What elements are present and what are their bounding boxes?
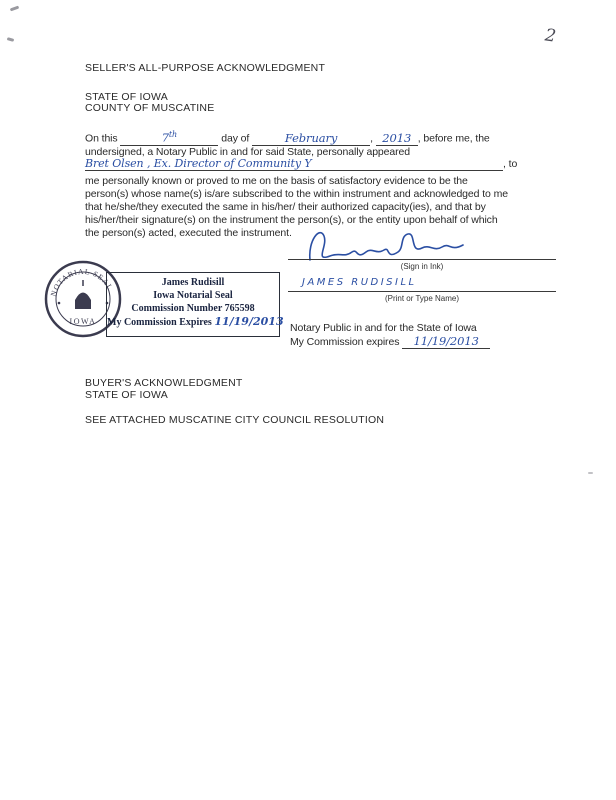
year-blank: [376, 132, 418, 146]
seller-state-line: STATE OF IOWA: [85, 91, 168, 103]
appeared-name-blank: [85, 158, 503, 171]
attached-resolution-line: SEE ATTACHED MUSCATINE CITY COUNCIL RESOLUTION: [85, 414, 385, 426]
paragraph-line: me personally known or proved to me on the basis of satisfactory evidence to be the: [85, 175, 468, 187]
handwritten-year: 2013: [382, 130, 412, 145]
print-name-line: [288, 291, 556, 292]
buyer-state-line: STATE OF IOWA: [85, 389, 168, 401]
handwritten-month: February: [284, 130, 338, 145]
handwritten-stamp-expiry-date: 11/19/2013: [214, 315, 284, 328]
handwritten-expiry-date: 11/19/2013: [413, 334, 479, 348]
paragraph-line: the person(s) acted, executed the instrument.: [85, 227, 292, 239]
stamp-expires-line: [107, 315, 284, 329]
stamp-notary-name: James Rudisill: [161, 277, 225, 288]
comma-text: ,: [370, 132, 373, 145]
paragraph-line: person(s) whose name(s) is/are subscribed to the within instrument and acknowledged to me: [85, 188, 508, 200]
seller-county-line: COUNTY OF MUSCATINE: [85, 102, 215, 114]
date-line: [85, 129, 490, 146]
expiry-date-blank: [402, 335, 490, 349]
sign-in-ink-label: (Sign in Ink): [400, 262, 444, 271]
handwritten-day: 7: [161, 130, 169, 145]
scan-artifact: [10, 6, 19, 12]
commission-expires-label: My Commission expires: [290, 336, 400, 348]
on-this-text: On this: [85, 132, 118, 145]
print-or-type-name-label: (Print or Type Name): [384, 294, 460, 303]
to-suffix-text: , to: [503, 158, 518, 170]
handwritten-page-number: 2: [543, 25, 558, 47]
day-blank: [120, 129, 218, 146]
capitol-dome-icon: [75, 280, 91, 309]
scan-artifact: [7, 37, 15, 42]
handwritten-appeared-name: Bret Olsen , Ex. Director of Community Y: [85, 157, 312, 170]
notary-public-line: Notary Public in and for the State of Iowa: [290, 322, 477, 334]
stamp-commission-number: Commission Number 765598: [131, 303, 255, 314]
buyer-ack-title: BUYER'S ACKNOWLEDGMENT: [85, 377, 243, 389]
notary-commission-stamp-box: [106, 272, 284, 337]
undersigned-line: undersigned, a Notary Public in and for said State, personally appeared: [85, 146, 411, 158]
handwritten-day-suffix: th: [168, 130, 178, 139]
stamp-seal-label: Iowa Notarial Seal: [153, 290, 233, 301]
before-me-text: , before me, the: [417, 132, 490, 145]
appeared-name-line: [85, 158, 517, 171]
seal-top-text: NOTARIAL SEAL: [48, 266, 115, 298]
scan-artifact: [588, 472, 593, 474]
sign-in-ink-line: [288, 259, 556, 260]
handwritten-printed-name: JAMES RUDISILL: [302, 277, 417, 288]
commission-expires-line: [290, 335, 490, 349]
seal-bottom-text: IOWA: [69, 317, 97, 326]
month-blank: [252, 132, 370, 146]
paragraph-line: his/her/their signature(s) on the instrument the person(s), or the entity upon behalf of which: [85, 214, 498, 226]
seller-ack-title: SELLER'S ALL-PURPOSE ACKNOWLEDGMENT: [85, 62, 326, 74]
paragraph-line: that he/she/they executed the same in his/her/ their authorized capacity(ies), and that by: [85, 201, 486, 213]
stamp-expires-label: My Commission Expires: [107, 317, 212, 328]
day-of-text: day of: [221, 132, 250, 145]
